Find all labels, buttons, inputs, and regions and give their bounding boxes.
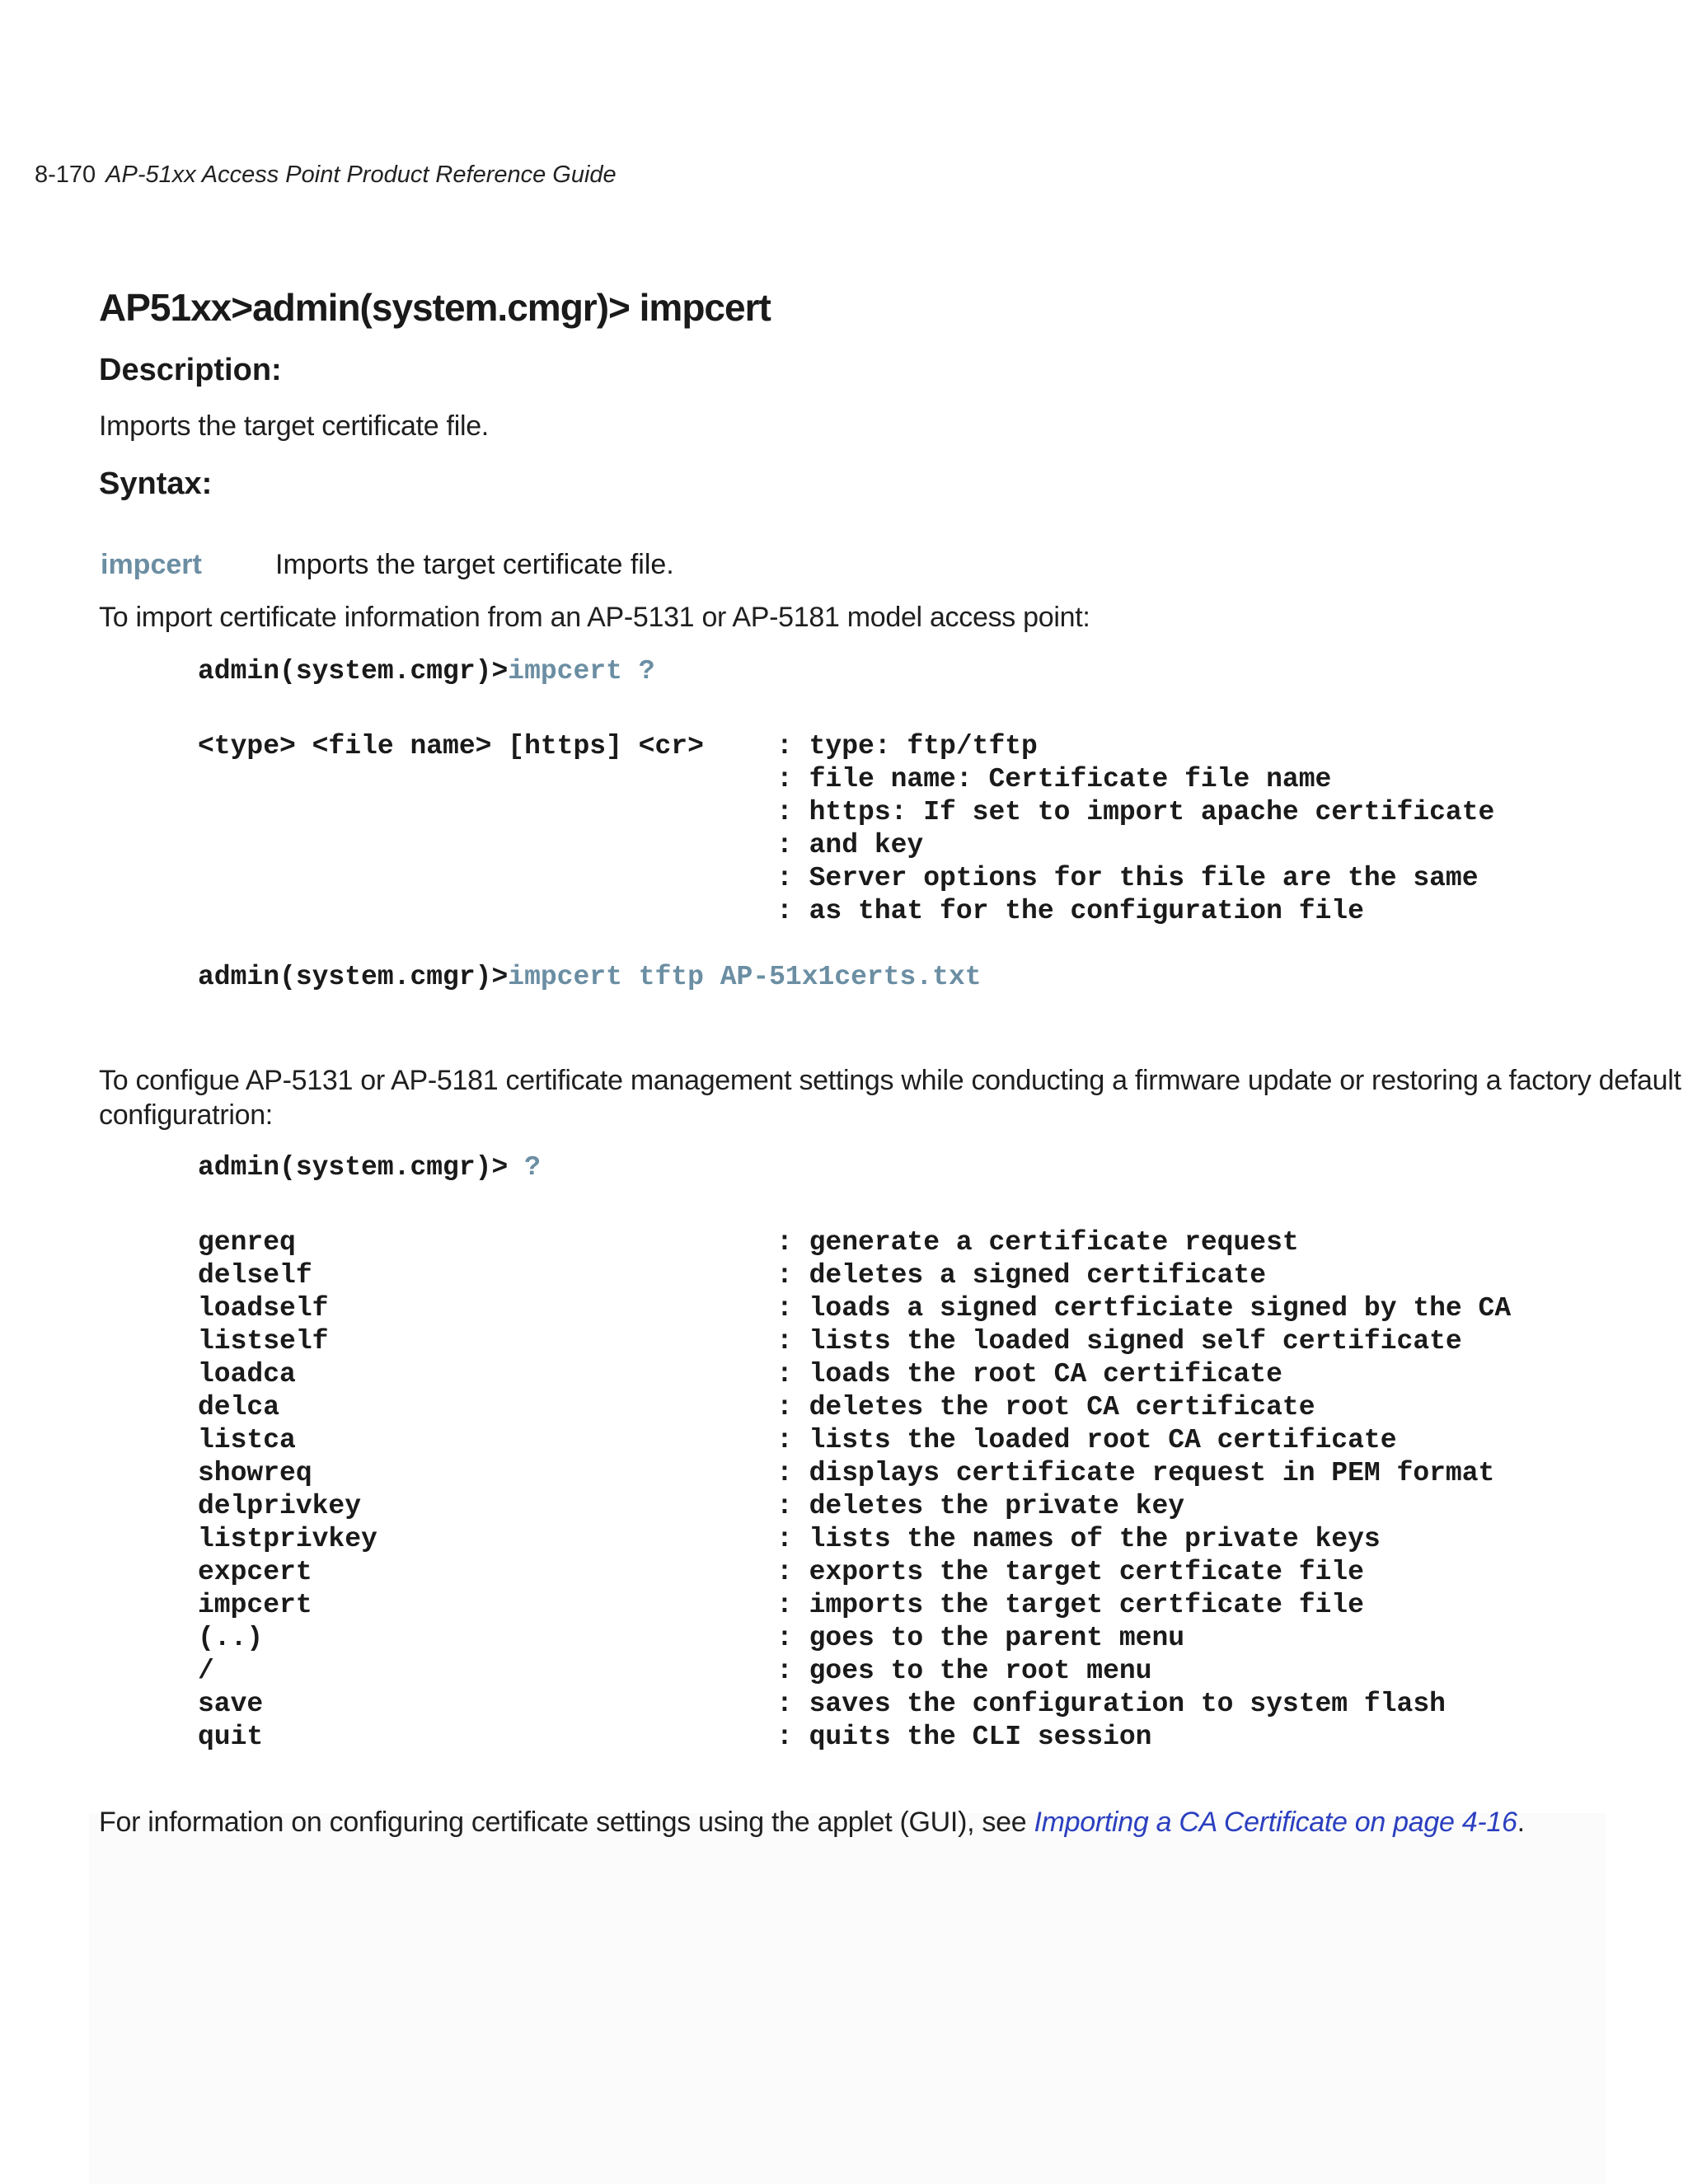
command-desc: : goes to the root menu <box>776 1656 1152 1686</box>
page-shade-region <box>89 1813 1606 2184</box>
example2-prompt-line <box>198 1152 541 1183</box>
cross-reference-link[interactable]: Importing a CA Certificate on page 4-16 <box>1034 1807 1517 1838</box>
syntax-row <box>101 549 674 581</box>
page-number: 8-170 <box>35 162 96 188</box>
command-name: impcert <box>198 1590 312 1620</box>
command-name: listprivkey <box>198 1524 377 1554</box>
example1-run-line <box>198 962 982 992</box>
command-name: / <box>198 1656 214 1686</box>
guide-title: AP-51xx Access Point Product Reference Guide <box>106 162 617 188</box>
command-desc: : lists the names of the private keys <box>776 1524 1381 1554</box>
command-name: listself <box>198 1326 329 1357</box>
prompt-text: admin(system.cmgr)> <box>198 1152 509 1183</box>
command-title: AP51xx>admin(system.cmgr)> impcert <box>99 286 771 329</box>
command-name: listca <box>198 1425 296 1455</box>
command-desc: : lists the loaded signed self certificate <box>776 1326 1462 1357</box>
run-command: impcert tftp AP-51x1certs.txt <box>508 962 982 992</box>
command-name: quit <box>198 1722 264 1752</box>
command-desc: : loads the root CA certificate <box>776 1359 1282 1390</box>
command-desc: : imports the target certficate file <box>776 1590 1364 1620</box>
param-desc: : file name: Certificate file name <box>776 764 1332 794</box>
footer-note <box>99 1807 1525 1839</box>
command-name: loadca <box>198 1359 296 1390</box>
command-desc: : quits the CLI session <box>776 1722 1152 1752</box>
command-name: delself <box>198 1260 312 1291</box>
param-desc: : type: ftp/tftp <box>776 731 1038 762</box>
command-desc: : displays certificate request in PEM format <box>776 1458 1495 1488</box>
command-desc: : deletes a signed certificate <box>776 1260 1267 1291</box>
command-name: delprivkey <box>198 1491 362 1521</box>
command-name: delca <box>198 1392 280 1422</box>
example2-intro-line2: configuratrion: <box>99 1099 273 1131</box>
command-desc: : goes to the parent menu <box>776 1623 1185 1653</box>
command-desc: : deletes the root CA certificate <box>776 1392 1315 1422</box>
prompt-command: impcert ? <box>508 656 655 687</box>
command-name: showreq <box>198 1458 312 1488</box>
footer-note-text: For information on configuring certificate settings using the applet (GUI), see <box>99 1807 1034 1838</box>
prompt-command: ? <box>508 1152 541 1183</box>
param-desc: : Server options for this file are the same <box>776 863 1479 893</box>
command-name: loadself <box>198 1293 329 1324</box>
footer-note-end: . <box>1517 1807 1525 1838</box>
command-desc: : saves the configuration to system flash <box>776 1689 1446 1719</box>
param-syntax: <type> <file name> [https] <cr> <box>198 731 704 762</box>
command-desc: : deletes the private key <box>776 1491 1185 1521</box>
running-header <box>35 162 617 189</box>
command-name: save <box>198 1689 264 1719</box>
param-desc: : as that for the configuration file <box>776 896 1364 926</box>
prompt-text: admin(system.cmgr)> <box>198 656 509 687</box>
command-desc: : loads a signed certficiate signed by the CA <box>776 1293 1512 1324</box>
prompt-text: admin(system.cmgr)> <box>198 962 509 992</box>
syntax-term: impcert <box>101 549 202 580</box>
syntax-definition: Imports the target certificate file. <box>275 549 674 580</box>
command-name: expcert <box>198 1557 312 1587</box>
param-desc: : https: If set to import apache certificate <box>776 797 1495 827</box>
description-text: Imports the target certificate file. <box>99 410 489 442</box>
description-heading: Description: <box>99 353 282 387</box>
example1-intro: To import certificate information from an AP-5131 or AP-5181 model access point: <box>99 602 1090 633</box>
example2-intro-line1: To configue AP-5131 or AP-5181 certificate management settings while conducting a firmware update or restoring a factory default <box>99 1065 1681 1096</box>
command-name: (..) <box>198 1623 264 1653</box>
param-desc: : and key <box>776 830 924 860</box>
command-name: genreq <box>198 1227 296 1258</box>
command-desc: : exports the target certficate file <box>776 1557 1364 1587</box>
command-desc: : generate a certificate request <box>776 1227 1299 1258</box>
syntax-heading: Syntax: <box>99 466 213 501</box>
command-desc: : lists the loaded root CA certificate <box>776 1425 1397 1455</box>
example1-prompt-line <box>198 656 655 687</box>
